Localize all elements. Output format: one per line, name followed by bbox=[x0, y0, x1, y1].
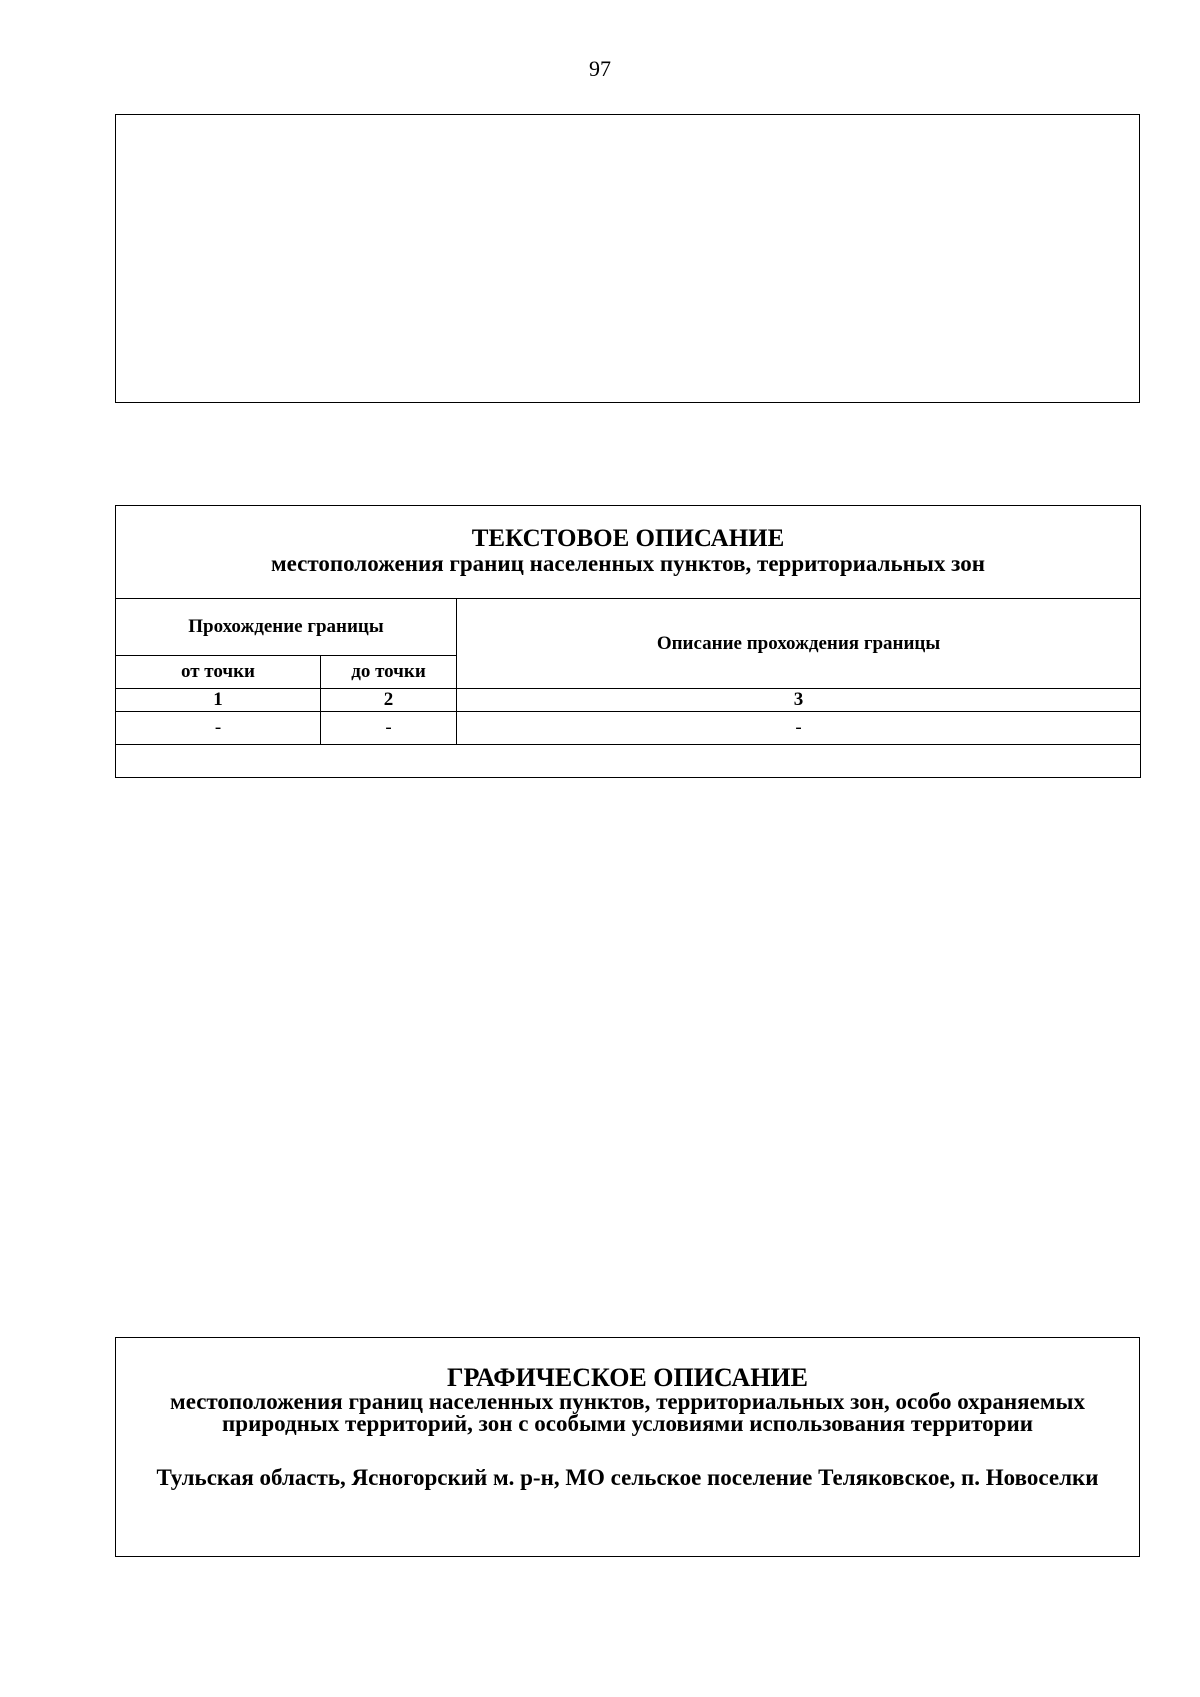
text-description-subtitle: местоположения границ населенных пунктов, территориальных зон bbox=[271, 551, 985, 576]
cell-from: - bbox=[116, 712, 321, 745]
column-number: 3 bbox=[457, 689, 1141, 712]
text-description-table bbox=[115, 505, 1141, 778]
cell-to: - bbox=[321, 712, 457, 745]
header-description: Описание прохождения границы bbox=[457, 599, 1141, 689]
header-boundary: Прохождение границы bbox=[116, 599, 457, 656]
text-description-title: ТЕКСТОВОЕ ОПИСАНИЕ bbox=[471, 525, 785, 552]
graphic-description-box bbox=[115, 1337, 1140, 1557]
empty-frame bbox=[115, 114, 1140, 403]
header-to-point: до точки bbox=[321, 656, 457, 689]
empty-footer-row bbox=[116, 745, 1141, 778]
graphic-description-title: ГРАФИЧЕСКОЕ ОПИСАНИЕ bbox=[447, 1363, 808, 1392]
column-number: 2 bbox=[321, 689, 457, 712]
cell-description: - bbox=[457, 712, 1141, 745]
graphic-description-subtitle: местоположения границ населенных пунктов, территориальных зон, особо охраняемых природных территорий, зон с особыми условиями использования территории bbox=[170, 1389, 1085, 1436]
column-number: 1 bbox=[116, 689, 321, 712]
text-description-title-cell bbox=[116, 506, 1141, 599]
page-number: 97 bbox=[589, 56, 611, 81]
graphic-description-location: Тульская область, Ясногорский м. р-н, МО сельское поселение Теляковское, п. Новоселки bbox=[156, 1465, 1099, 1490]
table-row bbox=[116, 712, 1141, 745]
header-from-point: от точки bbox=[116, 656, 321, 689]
